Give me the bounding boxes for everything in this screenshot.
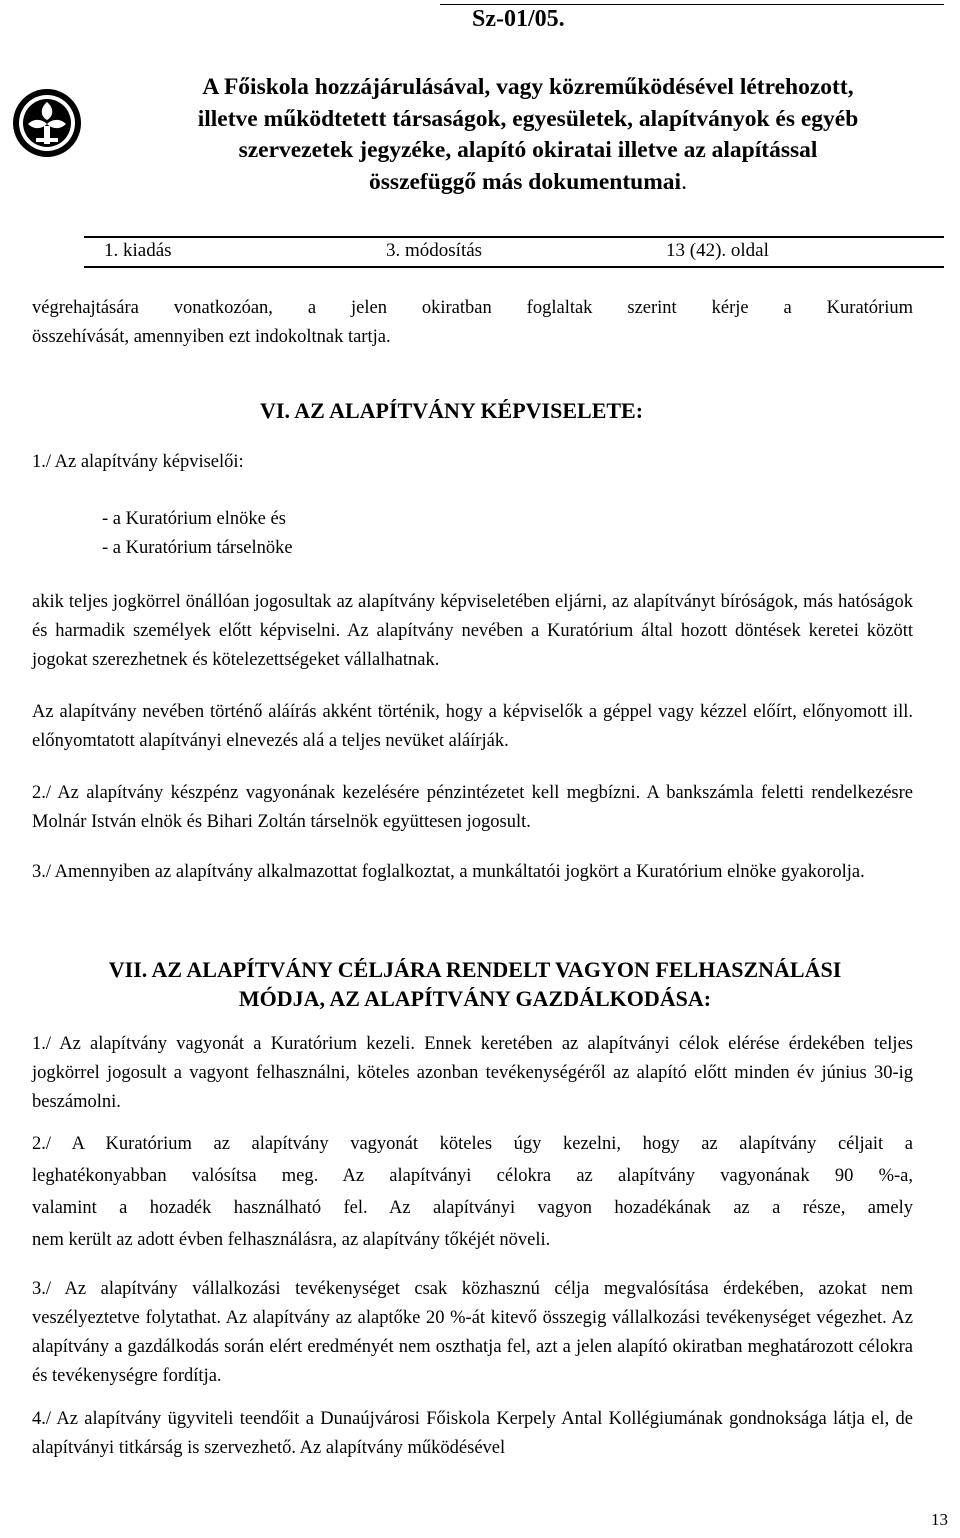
document-id: Sz-01/05. — [472, 6, 565, 32]
title-line: összefüggő más dokumentumai. — [369, 168, 687, 195]
paragraph-vii-2 — [32, 1128, 913, 1256]
paragraph-vi-3: 3./ Amennyiben az alapítvány alkalmazottat foglalkoztat, a munkáltatói jogkört a Kuratórium elnöke gyakorolja. — [32, 862, 865, 882]
top-rule — [440, 4, 944, 5]
document-title — [100, 72, 956, 198]
section-vi-heading: VI. AZ ALAPÍTVÁNY KÉPVISELETE: — [260, 398, 644, 423]
page-number: 13 — [931, 1510, 948, 1529]
paragraph-vii-1: 1./ Az alapítvány vagyonát a Kuratórium kezeli. Ennek keretében az alapítványi célok elérése érdekében teljes jogkörrel jogosult a vagyont felhasználni, köteles azonban tevékenységéről az alapító előtt minden év június 30-ig beszámolni. — [32, 1034, 913, 1112]
text-line: leghatékonyabban valósítsa meg. Az alapítványi célokra az alapítvány vagyonának 90 %-a, — [32, 1166, 913, 1186]
text-line: összehívását, amennyiben ezt indokoltnak tartja. — [32, 327, 391, 347]
text-line: nem került az adott évben felhasználásra, az alapítvány tőkéjét növeli. — [32, 1230, 551, 1250]
college-logo-icon — [10, 86, 84, 160]
list-item: - a Kuratórium társelnöke — [102, 538, 293, 558]
paragraph-vi-2: 2./ Az alapítvány készpénz vagyonának kezelésére pénzintézetet kell megbízni. A bankszámla feletti rendelkezésre Molnár István elnök és Bihari Zoltán társelnök együttesen jogosult. — [32, 783, 913, 832]
title-line: illetve működtetett társaságok, egyesületek, alapítványok és egyéb — [197, 105, 859, 132]
text-line: végrehajtására vonatkozóan, a jelen okiratban foglaltak szerint kérje a Kuratórium — [32, 298, 913, 318]
paragraph-vii-4: 4./ Az alapítvány ügyviteli teendőit a Dunaújvárosi Főiskola Kerpely Antal Kollégiumának gondnoksága látja el, de alapítványi titkárság is szervezhető. Az alapítvány működésével — [32, 1409, 913, 1458]
edition: 1. kiadás — [104, 240, 172, 261]
representatives-label: 1./ Az alapítvány képviselői: — [32, 452, 244, 472]
paragraph-vi-1: akik teljes jogkörrel önállóan jogosultak az alapítvány képviseletében eljárni, az alapítványt bíróságok, más hatóságok és harmadik személyek előtt képviselni. Az alapítvány nevében a Kuratórium által hozott döntések keretei között jogokat szerezhetnek és kötelezettségeket vállalhatnak. — [32, 592, 913, 670]
intro-paragraph — [32, 294, 913, 352]
heading-line: VII. AZ ALAPÍTVÁNY CÉLJÁRA RENDELT VAGYON FELHASZNÁLÁSI — [108, 957, 842, 982]
text-line: valamint a hozadék használható fel. Az alapítványi vagyon hozadékának az a része, amely — [32, 1198, 913, 1218]
title-line: szervezetek jegyzéke, alapító okiratai illetve az alapítással — [238, 137, 818, 163]
document-meta-bar — [84, 236, 944, 268]
paragraph-vii-3: 3./ Az alapítvány vállalkozási tevékenységet csak közhasznú célja megvalósítása érdekében, azokat nem veszélyeztetve folytathat. Az alapítvány az alaptőke 20 %-át kitevő összegig vállalkozási tevékenységet végezhet. Az alapítvány a gazdálkodás során elért eredményét nem oszthatja fel, azt a jelen alapító okiratban meghatározott célokra és tevékenységre fordítja. — [32, 1279, 913, 1386]
title-line: A Főiskola hozzájárulásával, vagy közreműködésével létrehozott, — [202, 74, 854, 100]
revision: 3. módosítás — [386, 240, 483, 261]
list-item: - a Kuratórium elnöke és — [102, 509, 286, 529]
text-line: 2./ A Kuratórium az alapítvány vagyonát köteles úgy kezelni, hogy az alapítvány céljait a — [32, 1134, 913, 1154]
representatives-list — [102, 505, 293, 563]
heading-line: MÓDJA, AZ ALAPÍTVÁNY GAZDÁLKODÁSA: — [238, 986, 712, 1011]
section-vii-heading — [40, 955, 910, 1013]
paragraph-vi-signature: Az alapítvány nevében történő aláírás akként történik, hogy a képviselők a géppel vagy kézzel előírt, előnyomott ill. előnyomtatott alapítványi elnevezés alá a teljes nevüket aláírják. — [32, 702, 913, 751]
page-reference: 13 (42). oldal — [666, 240, 769, 261]
